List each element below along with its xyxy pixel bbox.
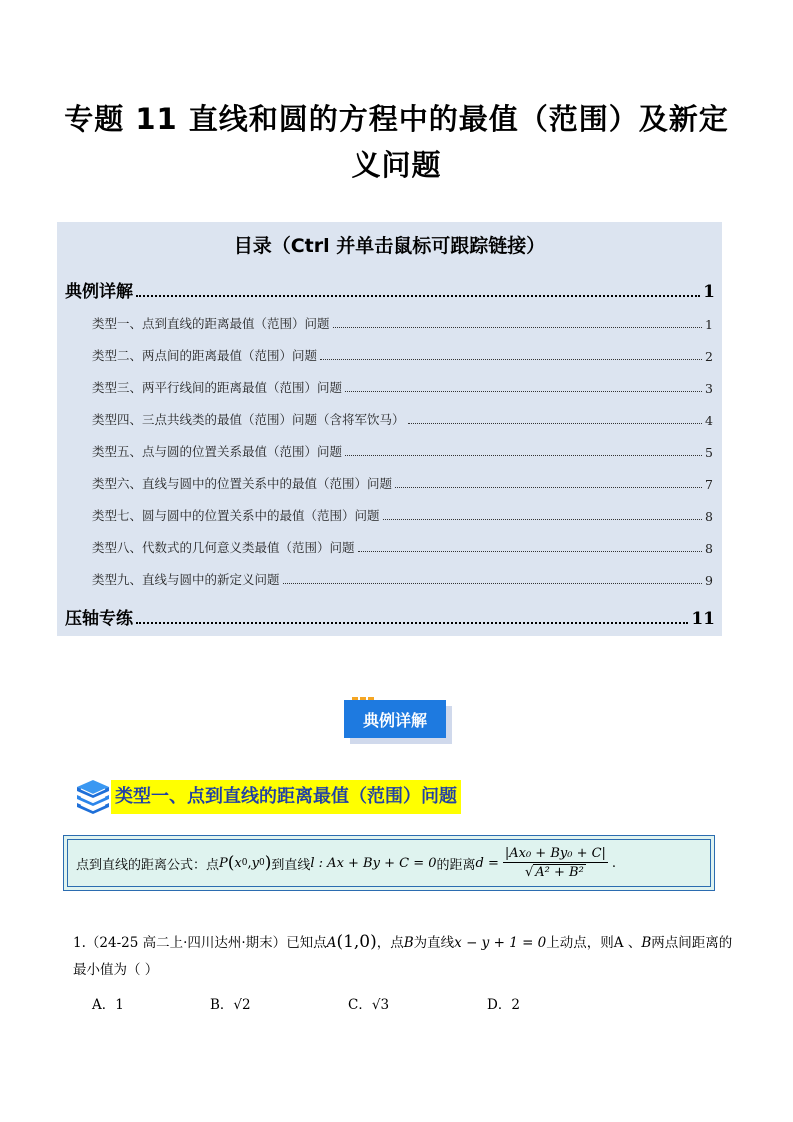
books-stack-icon [73,776,113,816]
option-value: √3 [371,997,390,1013]
question-source: （24-25 高二上·四川达州·期末） [85,935,287,951]
question-text-g: 两点间距离的 [651,935,733,951]
toc-item-label: 类型三、两平行线间的距离最值（范围）问题 [92,380,343,395]
toc-leader-dots [136,622,688,624]
toc-page-number: 1 [703,282,715,302]
option-label: B． [210,997,234,1013]
toc-item-type-8[interactable] [92,538,713,556]
point-p: P [219,855,228,871]
toc-section-exercises[interactable] [65,604,715,629]
toc-item-type-5[interactable] [92,442,713,460]
toc-leader-dots [345,455,702,456]
toc-page-number: 8 [705,541,713,556]
option-label: A． [92,997,116,1013]
formula-to-line: 到直线 [271,857,311,873]
toc-leader-dots [333,327,703,328]
toc-item-type-4[interactable] [92,410,713,428]
option-value: √2 [233,997,251,1013]
line-expression: x − y + 1 = 0 [454,935,547,951]
toc-leader-dots [136,295,700,297]
toc-leader-dots [358,551,703,552]
table-of-contents [57,222,722,636]
question-text-c: 为直线 [413,935,455,951]
question-number: 1. [73,935,86,951]
toc-page-number: 9 [705,573,713,588]
d-equals: d = [475,855,499,871]
option-a[interactable] [92,993,124,1017]
toc-heading: 目录（Ctrl 并单击鼠标可跟踪链接） [233,235,546,257]
formula-intro: 点到直线的距离公式：点 [76,857,220,873]
toc-leader-dots [283,583,703,584]
document-title [60,96,733,188]
comma: , [247,855,252,871]
toc-item-label: 类型七、圆与圆中的位置关系中的最值（范围）问题 [92,508,380,523]
toc-section-label: 压轴专练 [65,609,133,629]
toc-item-label: 类型八、代数式的几何意义类最值（范围）问题 [92,540,355,555]
sqrt-radicand: A² + B² [535,865,584,880]
option-value: 2 [511,997,520,1013]
x0-subscript: 0 [241,858,248,868]
formula-dist-text: 的距离 [436,857,476,873]
toc-item-type-3[interactable] [92,378,713,396]
toc-leader-dots [383,519,703,520]
option-b[interactable] [210,993,251,1017]
toc-leader-dots [395,487,702,488]
section-badge [344,700,454,746]
toc-page-number: 2 [705,349,713,364]
toc-section-examples[interactable] [65,277,715,302]
toc-page-number: 8 [705,509,713,524]
toc-item-type-9[interactable] [92,570,713,588]
toc-item-label: 类型九、直线与圆中的新定义问题 [92,572,280,587]
formula-box [63,835,715,891]
toc-page-number: 3 [705,381,713,396]
option-d[interactable] [487,993,520,1017]
open-paren: ( [227,853,235,873]
option-label: C． [348,997,372,1013]
close-paren: ) [264,853,272,873]
question-text-a: 已知点 [286,935,327,951]
line-equation: l : Ax + By + C = 0 [310,855,437,871]
toc-item-label: 类型二、两点间的距离最值（范围）问题 [92,348,318,363]
point-a-coords: (1,0) [336,932,377,952]
toc-item-label: 类型一、点到直线的距离最值（范围）问题 [92,316,330,331]
question-text-e: A 、 [613,935,642,951]
toc-item-type-6[interactable] [92,474,713,492]
y0-symbol: y [251,855,259,871]
toc-page-number: 11 [691,609,715,629]
distance-fraction [503,846,608,880]
option-c[interactable] [348,993,389,1017]
toc-page-number: 1 [705,317,713,332]
formula-end: . [611,855,617,871]
point-a: A [326,935,337,951]
toc-leader-dots [345,391,702,392]
title-line-2: 义问题 [351,148,442,182]
toc-item-label: 类型四、三点共线类的最值（范围）问题（含将军饮马） [92,412,405,427]
toc-section-label: 典例详解 [65,282,133,302]
section-heading: 类型一、点到直线的距离最值（范围）问题 [111,780,461,814]
toc-item-label: 类型六、直线与圆中的位置关系中的最值（范围）问题 [92,476,393,491]
toc-item-label: 类型五、点与圆的位置关系最值（范围）问题 [92,444,343,459]
question-text-b: ，点 [376,935,404,951]
x0-symbol: x [234,855,242,871]
badge-label: 典例详解 [344,700,446,738]
point-b: B [403,935,414,951]
question-1-text [73,925,733,960]
question-text-f: B [641,935,652,951]
toc-item-type-2[interactable] [92,346,713,364]
toc-item-type-7[interactable] [92,506,713,524]
question-text-d: 上动点，则 [546,935,614,951]
formula-content [67,839,711,887]
fraction-numerator: |Ax₀ + By₀ + C| [504,846,606,861]
question-1-line-2: 最小值为（ ） [73,962,159,978]
y0-subscript: 0 [258,858,265,868]
toc-page-number: 5 [705,445,713,460]
toc-item-type-1[interactable] [92,314,713,332]
toc-leader-dots [408,423,703,424]
option-label: D． [487,997,512,1013]
fraction-denominator: √ A² + B² [524,865,584,880]
toc-page-number: 4 [705,413,713,428]
toc-page-number: 7 [705,477,713,492]
option-value: 1 [115,997,124,1013]
toc-leader-dots [320,359,702,360]
title-line-1: 专题 11 直线和圆的方程中的最值（范围）及新定 [64,102,729,136]
